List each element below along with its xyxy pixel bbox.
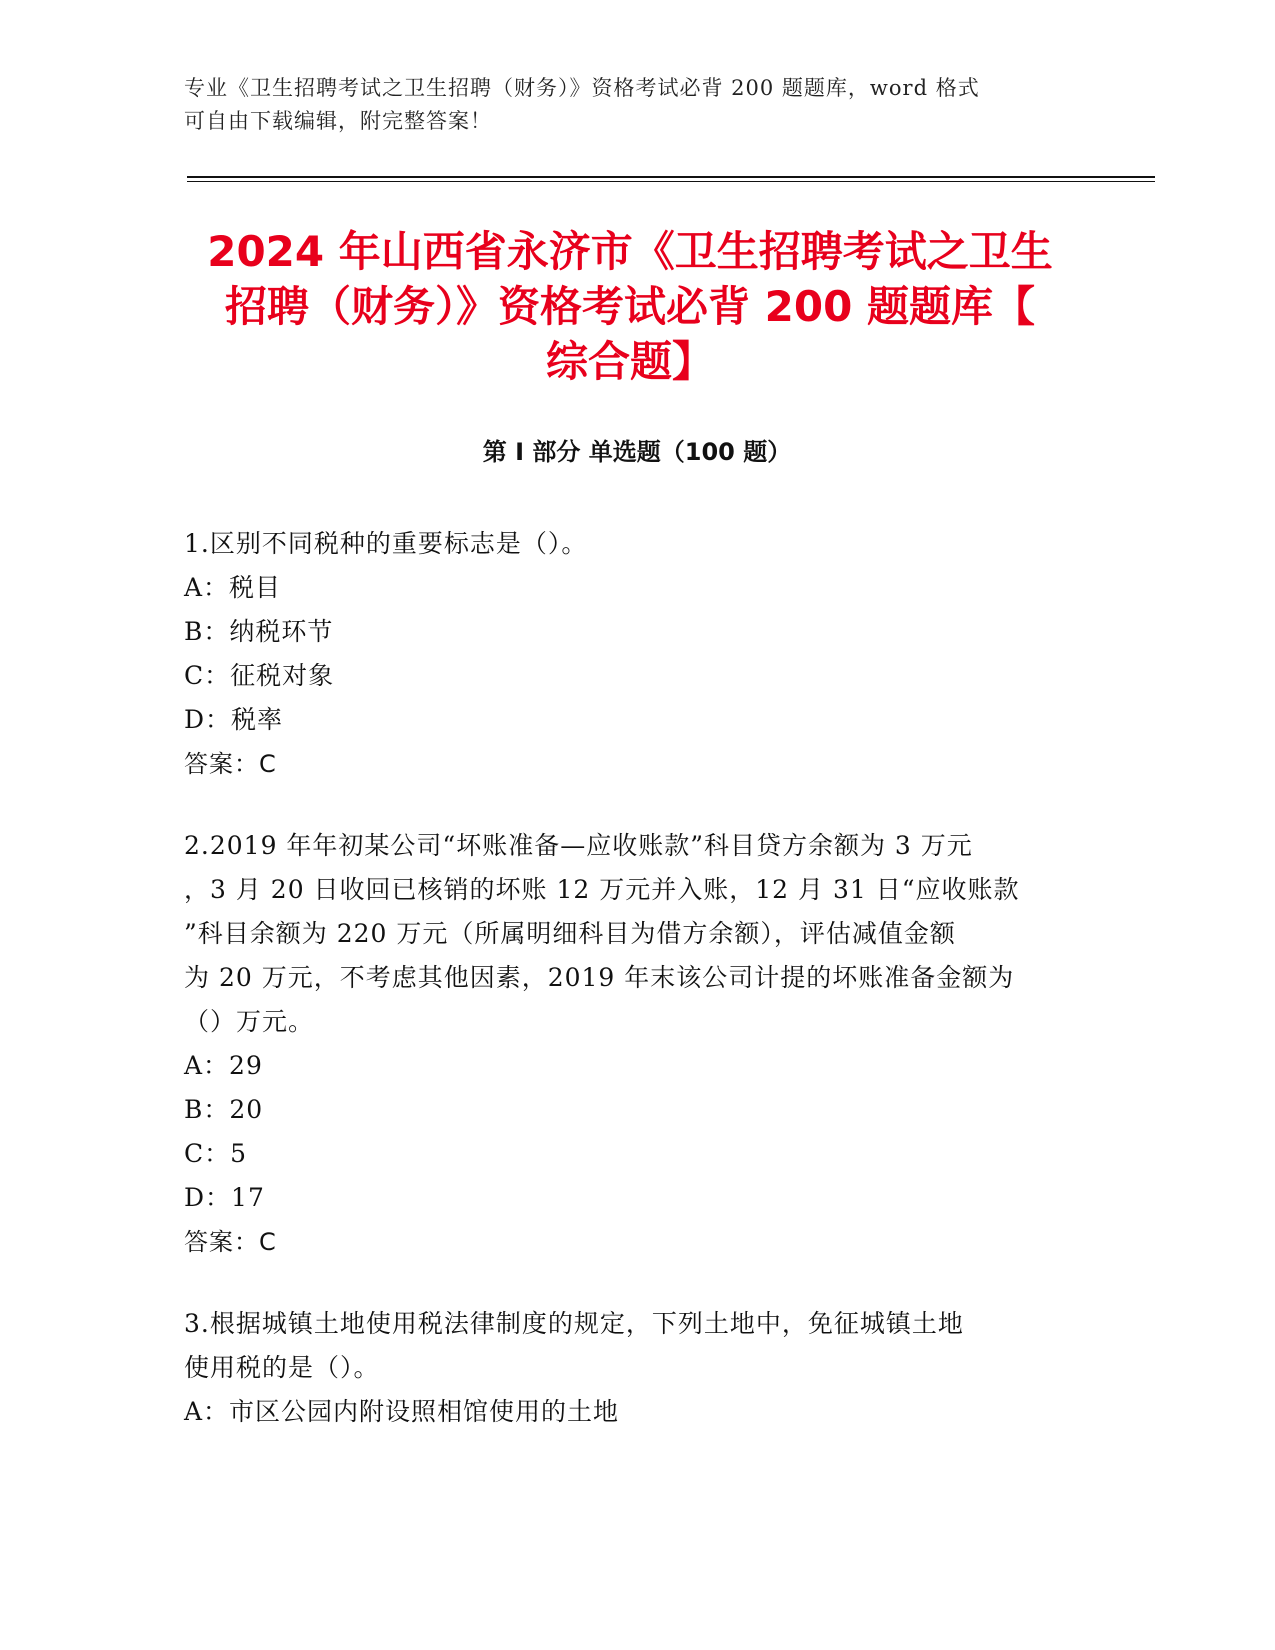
- header-note-line-2: 可自由下载编辑，附完整答案！: [184, 109, 492, 133]
- document-title-line-1: 2024 年山西省永济市《卫生招聘考试之卫生: [207, 227, 1053, 276]
- header-divider-thick: [187, 176, 1155, 178]
- option-b: B：20: [184, 1095, 264, 1124]
- question-text: 1.区别不同税种的重要标志是（）。: [184, 529, 588, 558]
- header-note-line-1: 专业《卫生招聘考试之卫生招聘（财务）》资格考试必背 200 题题库，word 格式: [184, 76, 980, 100]
- answer-label: 答案：C: [184, 1228, 277, 1256]
- section-heading: 第 I 部分 单选题（100 题）: [482, 438, 792, 466]
- question-item: [184, 522, 1064, 786]
- header-note: [184, 72, 1084, 138]
- question-text-line: 为 20 万元，不考虑其他因素，2019 年末该公司计提的坏账准备金额为: [184, 963, 1015, 992]
- question-item: [184, 1302, 1064, 1434]
- option-b: B：纳税环节: [184, 617, 334, 646]
- document-title-line-3: 综合题】: [545, 337, 714, 386]
- answer-label: 答案：C: [184, 750, 277, 778]
- option-a: A：市区公园内附设照相馆使用的土地: [184, 1397, 620, 1426]
- option-a: A：29: [184, 1051, 263, 1080]
- document-title-line-2: 招聘（财务）》资格考试必背 200 题题库【: [225, 282, 1035, 331]
- question-text-line: 3.根据城镇土地使用税法律制度的规定，下列土地中，免征城镇土地: [184, 1309, 964, 1338]
- question-text-line: 2.2019 年年初某公司“坏账准备—应收账款”科目贷方余额为 3 万元: [184, 831, 973, 860]
- question-text-line: （）万元。: [184, 1007, 315, 1036]
- option-a: A：税目: [184, 573, 282, 602]
- option-d: D：17: [184, 1183, 265, 1212]
- question-text-line: 使用税的是（）。: [184, 1353, 380, 1382]
- question-list: [184, 522, 1064, 1472]
- document-title: [160, 224, 1100, 389]
- option-c: C：征税对象: [184, 661, 335, 690]
- question-text-line: ，3 月 20 日收回已核销的坏账 12 万元并入账，12 月 31 日“应收账款: [184, 875, 1020, 904]
- header-divider-thin: [187, 181, 1155, 182]
- option-d: D：税率: [184, 705, 284, 734]
- question-text-line: ”科目余额为 220 万元（所属明细科目为借方余额），评估减值金额: [184, 919, 956, 948]
- question-item: [184, 824, 1064, 1264]
- option-c: C：5: [184, 1139, 248, 1168]
